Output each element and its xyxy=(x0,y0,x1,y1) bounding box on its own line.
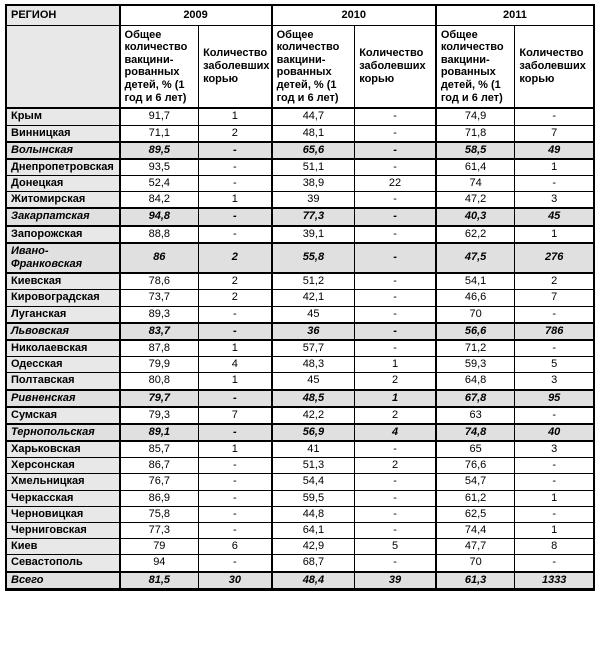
value-cell: - xyxy=(355,226,436,243)
table-row-highlight xyxy=(6,208,594,225)
value-cell: - xyxy=(515,340,594,357)
table-row xyxy=(6,555,594,572)
subheader-measles-2009: Количество заболевших корью xyxy=(199,25,272,108)
region-cell: Черновицкая xyxy=(6,506,120,522)
value-cell: 94,8 xyxy=(120,208,199,225)
value-cell: 70 xyxy=(436,555,515,572)
value-cell: 54,4 xyxy=(272,474,355,490)
table-row-highlight xyxy=(6,424,594,441)
table-row xyxy=(6,273,594,290)
region-column-header: РЕГИОН xyxy=(6,5,120,25)
value-cell: 73,7 xyxy=(120,290,199,306)
value-cell: 1 xyxy=(515,523,594,539)
value-cell: 1 xyxy=(515,226,594,243)
subheader-vaccinated-2010: Общее количество вакцини-рованных детей, % (1 год и 6 лет) xyxy=(272,25,355,108)
table-row xyxy=(6,340,594,357)
region-cell: Полтавская xyxy=(6,373,120,390)
value-cell: 2 xyxy=(515,273,594,290)
table-row-highlight xyxy=(6,142,594,159)
year-header-row xyxy=(6,5,594,25)
value-cell: - xyxy=(515,474,594,490)
value-cell: 93,5 xyxy=(120,159,199,176)
value-cell: 76,7 xyxy=(120,474,199,490)
value-cell: - xyxy=(355,159,436,176)
value-cell: 2 xyxy=(199,243,272,273)
value-cell: 1 xyxy=(515,159,594,176)
subheader-vaccinated-2011: Общее количество вакцини-рованных детей, % (1 год и 6 лет) xyxy=(436,25,515,108)
value-cell: 95 xyxy=(515,390,594,407)
value-cell: 3 xyxy=(515,192,594,209)
value-cell: 51,3 xyxy=(272,458,355,474)
table-row xyxy=(6,192,594,209)
value-cell: 46,6 xyxy=(436,290,515,306)
value-cell: 45 xyxy=(272,306,355,323)
value-cell: 2 xyxy=(199,125,272,142)
value-cell: - xyxy=(355,192,436,209)
value-cell: - xyxy=(199,159,272,176)
value-cell: 89,3 xyxy=(120,306,199,323)
value-cell: 2 xyxy=(199,273,272,290)
value-cell: 71,2 xyxy=(436,340,515,357)
value-cell: - xyxy=(199,474,272,490)
region-cell: Днепропетровская xyxy=(6,159,120,176)
value-cell: - xyxy=(515,555,594,572)
region-cell: Винницкая xyxy=(6,125,120,142)
value-cell: 79 xyxy=(120,539,199,555)
value-cell: 74 xyxy=(436,176,515,192)
value-cell: 7 xyxy=(199,407,272,424)
value-cell: 47,7 xyxy=(436,539,515,555)
value-cell: 45 xyxy=(515,208,594,225)
value-cell: 5 xyxy=(355,539,436,555)
value-cell: 36 xyxy=(272,323,355,340)
value-cell: 79,3 xyxy=(120,407,199,424)
value-cell: 40 xyxy=(515,424,594,441)
value-cell: 786 xyxy=(515,323,594,340)
value-cell: 79,7 xyxy=(120,390,199,407)
value-cell: 5 xyxy=(515,357,594,373)
table-row xyxy=(6,407,594,424)
table-row-highlight xyxy=(6,390,594,407)
value-cell: 30 xyxy=(199,572,272,590)
value-cell: 3 xyxy=(515,441,594,458)
table-row xyxy=(6,290,594,306)
value-cell: 3 xyxy=(515,373,594,390)
value-cell: 54,7 xyxy=(436,474,515,490)
table-row xyxy=(6,441,594,458)
value-cell: 77,3 xyxy=(272,208,355,225)
table-row xyxy=(6,159,594,176)
value-cell: - xyxy=(355,340,436,357)
table-row xyxy=(6,176,594,192)
value-cell: - xyxy=(355,441,436,458)
value-cell: 42,2 xyxy=(272,407,355,424)
value-cell: 48,4 xyxy=(272,572,355,590)
table-row-highlight xyxy=(6,243,594,273)
region-cell: Харьковская xyxy=(6,441,120,458)
region-cell: Донецкая xyxy=(6,176,120,192)
value-cell: 1 xyxy=(355,390,436,407)
value-cell: 83,7 xyxy=(120,323,199,340)
region-cell: Киев xyxy=(6,539,120,555)
value-cell: - xyxy=(199,226,272,243)
value-cell: - xyxy=(199,490,272,506)
table-row xyxy=(6,108,594,125)
value-cell: 77,3 xyxy=(120,523,199,539)
region-cell: Севастополь xyxy=(6,555,120,572)
value-cell: 76,6 xyxy=(436,458,515,474)
table-row xyxy=(6,306,594,323)
value-cell: 91,7 xyxy=(120,108,199,125)
value-cell: 4 xyxy=(355,424,436,441)
value-cell: 74,4 xyxy=(436,523,515,539)
value-cell: 59,3 xyxy=(436,357,515,373)
value-cell: 52,4 xyxy=(120,176,199,192)
value-cell: 42,1 xyxy=(272,290,355,306)
table-row xyxy=(6,357,594,373)
value-cell: - xyxy=(515,506,594,522)
region-cell: Одесская xyxy=(6,357,120,373)
value-cell: 1 xyxy=(199,373,272,390)
value-cell: 4 xyxy=(199,357,272,373)
value-cell: 62,5 xyxy=(436,506,515,522)
value-cell: - xyxy=(199,390,272,407)
value-cell: 86 xyxy=(120,243,199,273)
value-cell: 65 xyxy=(436,441,515,458)
value-cell: 89,1 xyxy=(120,424,199,441)
value-cell: 7 xyxy=(515,290,594,306)
value-cell: 87,8 xyxy=(120,340,199,357)
value-cell: - xyxy=(355,142,436,159)
value-cell: 1333 xyxy=(515,572,594,590)
value-cell: 71,1 xyxy=(120,125,199,142)
value-cell: 2 xyxy=(199,290,272,306)
value-cell: 49 xyxy=(515,142,594,159)
region-cell: Житомирская xyxy=(6,192,120,209)
table-row xyxy=(6,506,594,522)
value-cell: 44,8 xyxy=(272,506,355,522)
value-cell: 80,8 xyxy=(120,373,199,390)
table-row xyxy=(6,458,594,474)
region-cell: Ривненская xyxy=(6,390,120,407)
region-cell: Черниговская xyxy=(6,523,120,539)
value-cell: - xyxy=(355,490,436,506)
value-cell: - xyxy=(355,273,436,290)
value-cell: 64,1 xyxy=(272,523,355,539)
subheader-row xyxy=(6,25,594,108)
value-cell: 41 xyxy=(272,441,355,458)
value-cell: 70 xyxy=(436,306,515,323)
value-cell: - xyxy=(199,458,272,474)
value-cell: 48,3 xyxy=(272,357,355,373)
value-cell: 39 xyxy=(272,192,355,209)
value-cell: 85,7 xyxy=(120,441,199,458)
value-cell: 79,9 xyxy=(120,357,199,373)
value-cell: - xyxy=(355,506,436,522)
value-cell: - xyxy=(199,424,272,441)
value-cell: 68,7 xyxy=(272,555,355,572)
value-cell: 81,5 xyxy=(120,572,199,590)
value-cell: - xyxy=(199,208,272,225)
value-cell: 74,9 xyxy=(436,108,515,125)
value-cell: 61,3 xyxy=(436,572,515,590)
value-cell: 64,8 xyxy=(436,373,515,390)
value-cell: - xyxy=(199,306,272,323)
value-cell: 48,1 xyxy=(272,125,355,142)
value-cell: 22 xyxy=(355,176,436,192)
value-cell: - xyxy=(355,555,436,572)
value-cell: 88,8 xyxy=(120,226,199,243)
value-cell: 74,8 xyxy=(436,424,515,441)
value-cell: - xyxy=(355,125,436,142)
vaccination-table xyxy=(5,4,595,591)
region-cell: Закарпатская xyxy=(6,208,120,225)
value-cell: - xyxy=(355,323,436,340)
value-cell: 86,7 xyxy=(120,458,199,474)
region-cell: Хмельницкая xyxy=(6,474,120,490)
year-header-2010: 2010 xyxy=(272,5,436,25)
value-cell: 56,9 xyxy=(272,424,355,441)
region-cell: Ивано-Франковская xyxy=(6,243,120,273)
value-cell: 2 xyxy=(355,407,436,424)
table-row xyxy=(6,226,594,243)
value-cell: 42,9 xyxy=(272,539,355,555)
region-header-spacer xyxy=(6,25,120,108)
value-cell: - xyxy=(515,108,594,125)
value-cell: 8 xyxy=(515,539,594,555)
region-cell: Херсонская xyxy=(6,458,120,474)
value-cell: - xyxy=(515,458,594,474)
region-cell: Киевская xyxy=(6,273,120,290)
value-cell: - xyxy=(515,407,594,424)
value-cell: 94 xyxy=(120,555,199,572)
value-cell: 63 xyxy=(436,407,515,424)
value-cell: 67,8 xyxy=(436,390,515,407)
value-cell: 39,1 xyxy=(272,226,355,243)
value-cell: 7 xyxy=(515,125,594,142)
value-cell: - xyxy=(199,506,272,522)
value-cell: 62,2 xyxy=(436,226,515,243)
value-cell: 6 xyxy=(199,539,272,555)
value-cell: 1 xyxy=(515,490,594,506)
value-cell: 86,9 xyxy=(120,490,199,506)
table-row-highlight xyxy=(6,572,594,590)
value-cell: 40,3 xyxy=(436,208,515,225)
value-cell: 2 xyxy=(355,373,436,390)
value-cell: 61,2 xyxy=(436,490,515,506)
region-cell: Кировоградская xyxy=(6,290,120,306)
table-row xyxy=(6,373,594,390)
value-cell: 78,6 xyxy=(120,273,199,290)
value-cell: 1 xyxy=(199,108,272,125)
value-cell: - xyxy=(199,523,272,539)
value-cell: - xyxy=(199,555,272,572)
value-cell: 59,5 xyxy=(272,490,355,506)
value-cell: 44,7 xyxy=(272,108,355,125)
region-cell: Львовская xyxy=(6,323,120,340)
value-cell: 65,6 xyxy=(272,142,355,159)
value-cell: 38,9 xyxy=(272,176,355,192)
table-row xyxy=(6,125,594,142)
value-cell: - xyxy=(199,142,272,159)
region-cell: Крым xyxy=(6,108,120,125)
value-cell: - xyxy=(355,306,436,323)
value-cell: - xyxy=(355,243,436,273)
value-cell: 56,6 xyxy=(436,323,515,340)
region-cell: Луганская xyxy=(6,306,120,323)
value-cell: 1 xyxy=(355,357,436,373)
value-cell: 1 xyxy=(199,340,272,357)
table-row xyxy=(6,539,594,555)
table-row xyxy=(6,523,594,539)
value-cell: 58,5 xyxy=(436,142,515,159)
table-row-highlight xyxy=(6,323,594,340)
year-header-2011: 2011 xyxy=(436,5,594,25)
value-cell: - xyxy=(355,208,436,225)
region-cell: Всего xyxy=(6,572,120,590)
value-cell: 71,8 xyxy=(436,125,515,142)
value-cell: 47,5 xyxy=(436,243,515,273)
subheader-measles-2010: Количество заболевших корью xyxy=(355,25,436,108)
value-cell: 47,2 xyxy=(436,192,515,209)
table-row xyxy=(6,474,594,490)
subheader-measles-2011: Количество заболевших корью xyxy=(515,25,594,108)
region-cell: Сумская xyxy=(6,407,120,424)
value-cell: 45 xyxy=(272,373,355,390)
value-cell: - xyxy=(515,176,594,192)
value-cell: 75,8 xyxy=(120,506,199,522)
region-cell: Николаевская xyxy=(6,340,120,357)
year-header-2009: 2009 xyxy=(120,5,272,25)
value-cell: 2 xyxy=(355,458,436,474)
value-cell: - xyxy=(199,323,272,340)
value-cell: 89,5 xyxy=(120,142,199,159)
value-cell: - xyxy=(355,290,436,306)
value-cell: 61,4 xyxy=(436,159,515,176)
table-header xyxy=(6,5,594,108)
value-cell: 1 xyxy=(199,441,272,458)
value-cell: - xyxy=(355,108,436,125)
region-cell: Черкасская xyxy=(6,490,120,506)
table-body xyxy=(6,108,594,589)
value-cell: - xyxy=(355,523,436,539)
value-cell: 57,7 xyxy=(272,340,355,357)
value-cell: 276 xyxy=(515,243,594,273)
value-cell: - xyxy=(355,474,436,490)
value-cell: 54,1 xyxy=(436,273,515,290)
region-cell: Запорожская xyxy=(6,226,120,243)
value-cell: 1 xyxy=(199,192,272,209)
value-cell: - xyxy=(515,306,594,323)
value-cell: 51,1 xyxy=(272,159,355,176)
subheader-vaccinated-2009: Общее количество вакцини-рованных детей, % (1 год и 6 лет) xyxy=(120,25,199,108)
value-cell: 55,8 xyxy=(272,243,355,273)
region-cell: Волынская xyxy=(6,142,120,159)
table-row xyxy=(6,490,594,506)
value-cell: 48,5 xyxy=(272,390,355,407)
value-cell: 51,2 xyxy=(272,273,355,290)
region-cell: Тернопольская xyxy=(6,424,120,441)
value-cell: - xyxy=(199,176,272,192)
value-cell: 84,2 xyxy=(120,192,199,209)
value-cell: 39 xyxy=(355,572,436,590)
